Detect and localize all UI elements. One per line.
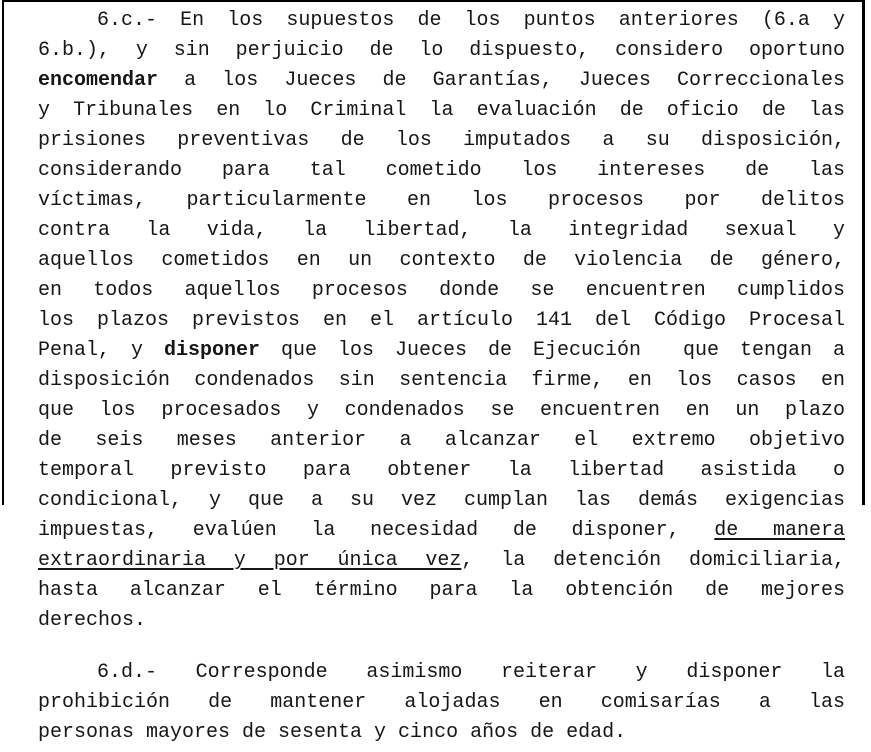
text-line xyxy=(38,156,845,186)
text-segment: víctimas, particularmente en los procesos por delitos xyxy=(38,189,845,212)
underlined-text: extraordinaria y por única vez xyxy=(38,549,462,572)
text-segment: y Tribunales en lo Criminal la evaluación de oficio de las xyxy=(38,99,845,122)
text-line xyxy=(38,96,845,126)
text-line xyxy=(38,6,845,36)
text-segment: considerando para tal cometido los intereses de las xyxy=(38,159,845,182)
text-segment: de seis meses anterior a alcanzar el extremo objetivo xyxy=(38,429,845,452)
text-segment: , la detención domiciliaria, xyxy=(461,549,845,572)
text-line xyxy=(38,366,845,396)
text-segment: personas mayores de sesenta y cinco años de edad. xyxy=(38,721,627,744)
text-line xyxy=(38,606,845,636)
text-segment: derechos. xyxy=(38,609,147,632)
text-line xyxy=(38,216,845,246)
text-segment: contra la vida, la libertad, la integridad sexual y xyxy=(38,219,845,242)
text-segment: a los Jueces de Garantías, Jueces Correccionales xyxy=(158,69,845,92)
underlined-text: de manera xyxy=(714,519,845,542)
text-line xyxy=(38,66,845,96)
text-segment: que los procesados y condenados se encuentren en un plazo xyxy=(38,399,845,422)
text-line xyxy=(38,456,845,486)
paragraph-6d xyxy=(38,658,845,748)
document-body xyxy=(38,6,845,748)
text-line xyxy=(38,576,845,606)
text-segment: 6.d.- Corresponde asimismo reiterar y disponer la xyxy=(97,661,845,684)
text-segment: prohibición de mantener alojadas en comisarías a las xyxy=(38,691,845,714)
text-segment: temporal previsto para obtener la libertad asistida o xyxy=(38,459,845,482)
text-line xyxy=(38,276,845,306)
text-segment: aquellos cometidos en un contexto de violencia de género, xyxy=(38,249,845,272)
text-line xyxy=(38,486,845,516)
text-line xyxy=(38,718,845,748)
text-segment: hasta alcanzar el término para la obtención de mejores xyxy=(38,579,845,602)
text-line xyxy=(38,658,845,688)
text-segment: 6.c.- En los supuestos de los puntos anteriores (6.a y xyxy=(97,9,845,32)
text-line xyxy=(38,516,845,546)
text-segment: que los Jueces de Ejecución que tengan a xyxy=(260,339,845,362)
text-line xyxy=(38,246,845,276)
paragraph-6c xyxy=(38,6,845,636)
text-segment: condicional, y que a su vez cumplan las demás exigencias xyxy=(38,489,845,512)
text-segment: disposición condenados sin sentencia firme, en los casos en xyxy=(38,369,845,392)
text-line xyxy=(38,36,845,66)
text-segment: 6.b.), y sin perjuicio de lo dispuesto, considero oportuno xyxy=(38,39,845,62)
text-segment: Penal, y xyxy=(38,339,164,362)
text-segment: impuestas, evalúen la necesidad de disponer, xyxy=(38,519,715,542)
text-segment: prisiones preventivas de los imputados a su disposición, xyxy=(38,129,845,152)
bold-text: disponer xyxy=(164,339,261,362)
bold-text: encomendar xyxy=(38,69,159,92)
text-segment: los plazos previstos en el artículo 141 del Código Procesal xyxy=(38,309,845,332)
text-line xyxy=(38,186,845,216)
text-line xyxy=(38,306,845,336)
text-line xyxy=(38,546,845,576)
text-line xyxy=(38,426,845,456)
text-line xyxy=(38,336,845,366)
text-line xyxy=(38,688,845,718)
text-line xyxy=(38,126,845,156)
text-segment: en todos aquellos procesos donde se encuentren cumplidos xyxy=(38,279,845,302)
text-line xyxy=(38,396,845,426)
